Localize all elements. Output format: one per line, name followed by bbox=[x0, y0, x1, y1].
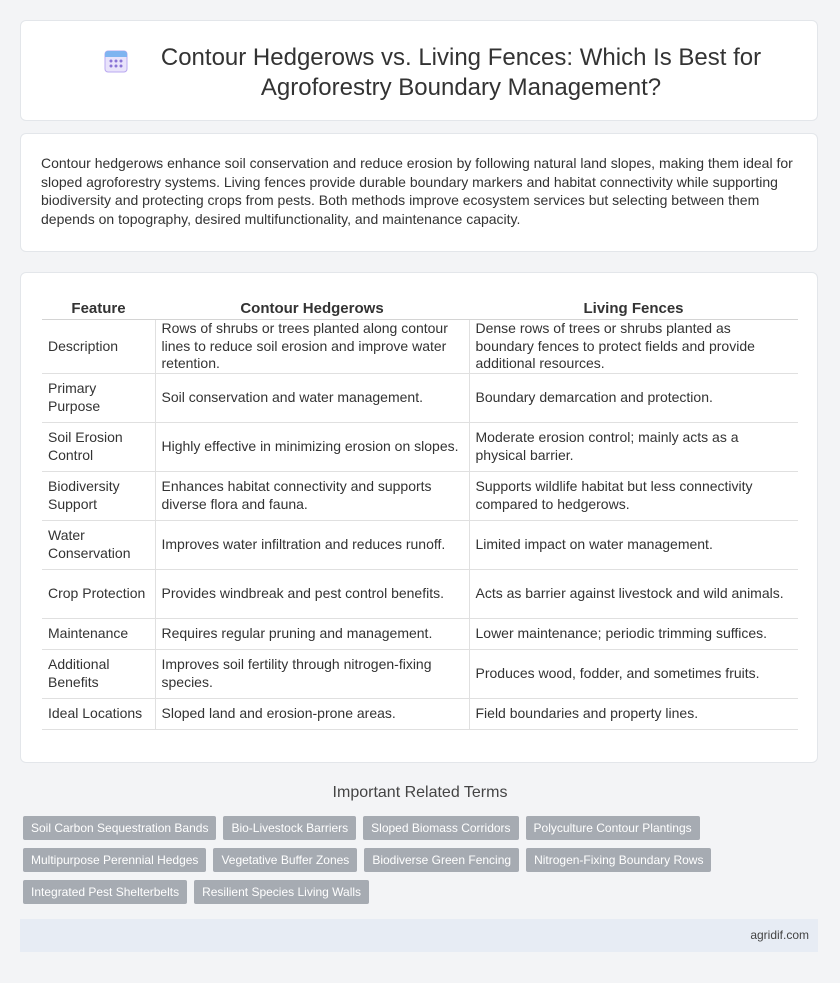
table-row bbox=[42, 520, 798, 569]
living-fence-cell: Dense rows of trees or shrubs planted as boundary fences to protect fields and provide additional resources. bbox=[469, 320, 798, 374]
feature-cell: Crop Protection bbox=[42, 569, 155, 618]
feature-cell: Primary Purpose bbox=[42, 373, 155, 422]
hedgerow-cell: Highly effective in minimizing erosion on slopes. bbox=[155, 422, 469, 471]
related-term-tag[interactable]: Bio-Livestock Barriers bbox=[223, 816, 356, 840]
title-card bbox=[20, 20, 818, 121]
hedgerow-cell: Sloped land and erosion-prone areas. bbox=[155, 698, 469, 729]
living-fence-cell: Acts as barrier against livestock and wild animals. bbox=[469, 569, 798, 618]
header-contour-hedgerows: Contour Hedgerows bbox=[155, 295, 469, 320]
related-term-tag[interactable]: Multipurpose Perennial Hedges bbox=[23, 848, 206, 872]
summary-card bbox=[20, 133, 818, 252]
table-row bbox=[42, 373, 798, 422]
living-fence-cell: Produces wood, fodder, and sometimes fruits. bbox=[469, 649, 798, 698]
living-fence-cell: Limited impact on water management. bbox=[469, 520, 798, 569]
table-row bbox=[42, 422, 798, 471]
related-term-tag[interactable]: Vegetative Buffer Zones bbox=[213, 848, 357, 872]
living-fence-cell: Lower maintenance; periodic trimming suffices. bbox=[469, 618, 798, 649]
comparison-table-card bbox=[20, 272, 818, 763]
table-row bbox=[42, 471, 798, 520]
page-title: Contour Hedgerows vs. Living Fences: Which Is Best for Agroforestry Boundary Management? bbox=[160, 44, 762, 101]
summary-text: Contour hedgerows enhance soil conservation and reduce erosion by following natural land slopes, making them ideal for sloped agroforestry systems. Living fences provide durable boundary markers and habitat connectivity while supporting biodiversity and protecting crops from pests. Both methods improve ecosystem services but selecting between them depends on topography, desired multifunctionality, and maintenance capacity. bbox=[41, 155, 793, 227]
feature-cell: Ideal Locations bbox=[42, 698, 155, 729]
table-header-row bbox=[42, 295, 798, 320]
comparison-table bbox=[42, 295, 798, 730]
living-fence-cell: Supports wildlife habitat but less connectivity compared to hedgerows. bbox=[469, 471, 798, 520]
hedgerow-cell: Requires regular pruning and management. bbox=[155, 618, 469, 649]
hedgerow-cell: Rows of shrubs or trees planted along contour lines to reduce soil erosion and improve water retention. bbox=[155, 320, 469, 374]
feature-cell: Maintenance bbox=[42, 618, 155, 649]
related-term-tag[interactable]: Biodiverse Green Fencing bbox=[364, 848, 519, 872]
calendar-icon bbox=[103, 48, 129, 74]
hedgerow-cell: Provides windbreak and pest control benefits. bbox=[155, 569, 469, 618]
feature-cell: Soil Erosion Control bbox=[42, 422, 155, 471]
table-row bbox=[42, 320, 798, 374]
feature-cell: Description bbox=[42, 320, 155, 374]
related-terms-list bbox=[23, 816, 723, 904]
hedgerow-cell: Enhances habitat connectivity and supports diverse flora and fauna. bbox=[155, 471, 469, 520]
feature-cell: Additional Benefits bbox=[42, 649, 155, 698]
header-living-fences: Living Fences bbox=[469, 295, 798, 320]
header-feature: Feature bbox=[42, 295, 155, 320]
related-term-tag[interactable]: Resilient Species Living Walls bbox=[194, 880, 369, 904]
table-row bbox=[42, 569, 798, 618]
feature-cell: Biodiversity Support bbox=[42, 471, 155, 520]
table-row bbox=[42, 649, 798, 698]
living-fence-cell: Boundary demarcation and protection. bbox=[469, 373, 798, 422]
hedgerow-cell: Soil conservation and water management. bbox=[155, 373, 469, 422]
feature-cell: Water Conservation bbox=[42, 520, 155, 569]
living-fence-cell: Moderate erosion control; mainly acts as a physical barrier. bbox=[469, 422, 798, 471]
living-fence-cell: Field boundaries and property lines. bbox=[469, 698, 798, 729]
footer-brand[interactable]: agridif.com bbox=[750, 928, 809, 942]
related-term-tag[interactable]: Soil Carbon Sequestration Bands bbox=[23, 816, 216, 840]
hedgerow-cell: Improves water infiltration and reduces runoff. bbox=[155, 520, 469, 569]
related-term-tag[interactable]: Integrated Pest Shelterbelts bbox=[23, 880, 187, 904]
hedgerow-cell: Improves soil fertility through nitrogen-fixing species. bbox=[155, 649, 469, 698]
related-terms-title: Important Related Terms bbox=[332, 784, 508, 801]
related-term-tag[interactable]: Nitrogen-Fixing Boundary Rows bbox=[526, 848, 711, 872]
footer bbox=[20, 919, 818, 952]
table-row bbox=[42, 698, 798, 729]
table-row bbox=[42, 618, 798, 649]
related-term-tag[interactable]: Polyculture Contour Plantings bbox=[526, 816, 700, 840]
related-term-tag[interactable]: Sloped Biomass Corridors bbox=[363, 816, 518, 840]
